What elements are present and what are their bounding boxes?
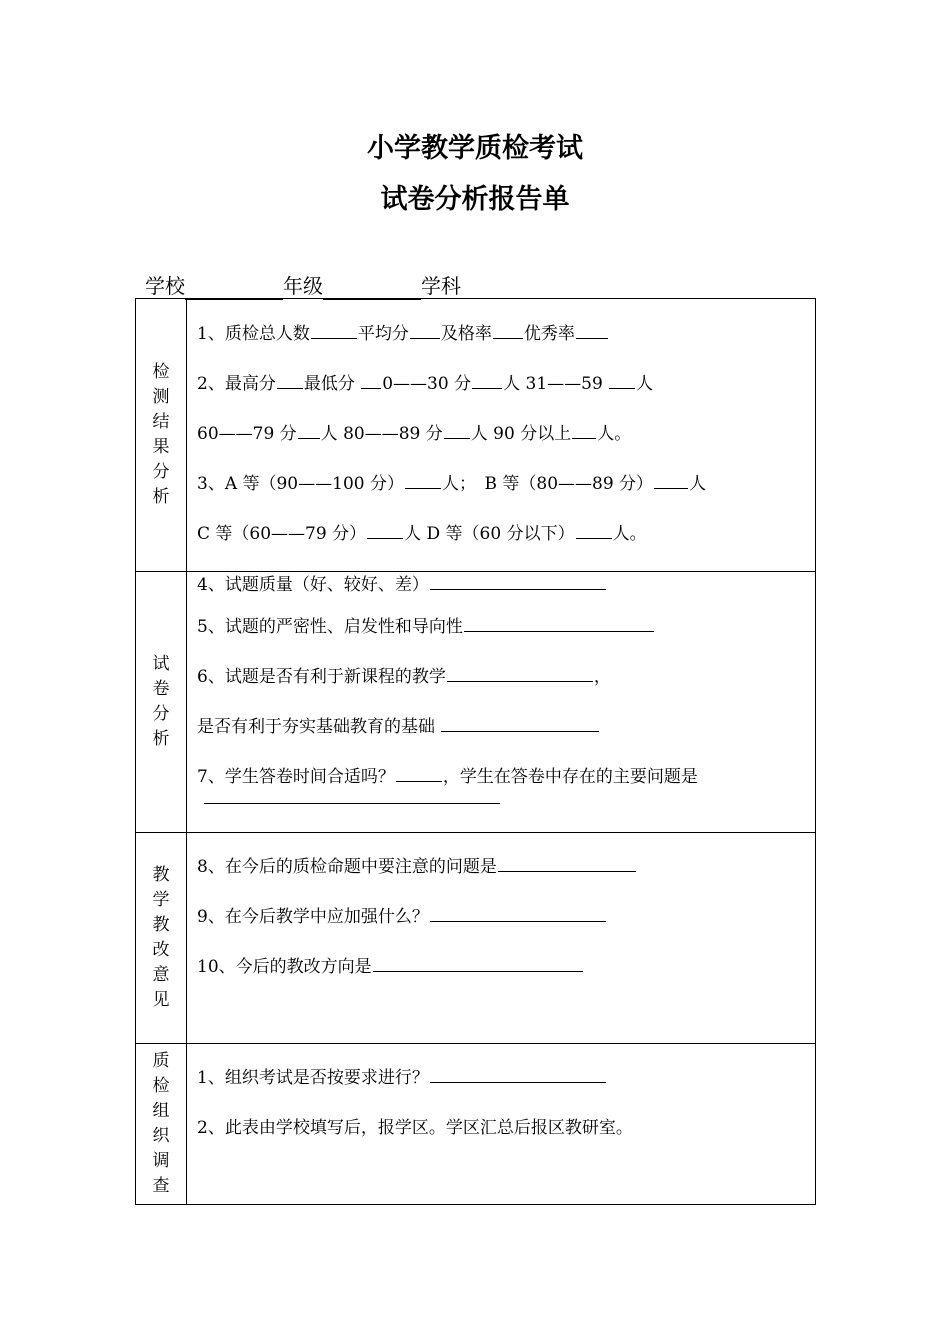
range-90-up-blank[interactable] (572, 437, 596, 439)
section-label-paper: 试卷分析 (136, 572, 187, 833)
q10-line: 10、今后的教改方向是 (197, 942, 815, 992)
answer-time-blank[interactable] (396, 780, 442, 782)
school-label: 学校 (145, 274, 185, 298)
range-31-59-blank[interactable] (609, 387, 635, 389)
new-curriculum-blank[interactable] (447, 680, 593, 682)
max-score-blank[interactable] (277, 387, 303, 389)
excellent-rate-blank[interactable] (576, 337, 608, 339)
strengthen-blank[interactable] (430, 920, 606, 922)
grade-label: 年级 (283, 274, 323, 298)
section-organization-survey (136, 1044, 816, 1205)
org-q2-line: 2、此表由学校填写后，报学区。学区汇总后报区教研室。 (197, 1118, 633, 1138)
section-paper-analysis (136, 572, 816, 833)
org-q1-line: 1、组织考试是否按要求进行？ (197, 1053, 815, 1103)
q3-line: 3、A 等（90——100 分） 人； B 等（80——89 分） 人 (197, 474, 707, 494)
quality-blank[interactable] (430, 588, 606, 590)
grade-d-blank[interactable] (576, 537, 612, 539)
q7-line: 7、学生答卷时间合适吗？ ，学生在答卷中存在的主要问题是 (197, 767, 698, 787)
grade-field[interactable] (323, 277, 421, 300)
section-label-teaching: 教学教改意见 (136, 833, 187, 1044)
header-fields (145, 272, 461, 300)
page-title: 小学教学质检考试 (367, 133, 583, 164)
main-problems-blank[interactable] (204, 802, 500, 804)
exam-compliance-blank[interactable] (430, 1081, 606, 1083)
range-60-79-blank[interactable] (298, 437, 320, 439)
subject-label: 学科 (421, 274, 461, 298)
basic-education-blank[interactable] (441, 730, 599, 732)
q9-line: 9、在今后教学中应加强什么？ (197, 892, 815, 942)
total-count-blank[interactable] (311, 337, 357, 339)
range-0-30-blank[interactable] (472, 387, 502, 389)
section-teaching-advice (136, 833, 816, 1044)
report-table (135, 298, 816, 1205)
q2-line: 2、最高分 最低分 0——30 分 人 31——59 人 (197, 374, 654, 394)
average-blank[interactable] (410, 337, 440, 339)
grade-c-blank[interactable] (367, 537, 403, 539)
school-field[interactable] (185, 277, 283, 300)
section-results (136, 299, 816, 572)
q5-line: 5、试题的严密性、启发性和导向性 (197, 602, 815, 652)
q8-line: 8、在今后的质检命题中要注意的问题是 (197, 842, 815, 892)
rigor-blank[interactable] (464, 630, 654, 632)
grade-b-blank[interactable] (654, 487, 688, 489)
section-label-results: 检测结果分析 (136, 299, 187, 572)
exam-attention-blank[interactable] (498, 870, 636, 872)
min-score-blank[interactable] (361, 387, 381, 389)
section-label-organization: 质检组织调查 (136, 1044, 187, 1205)
grade-a-blank[interactable] (405, 487, 441, 489)
pass-rate-blank[interactable] (493, 337, 523, 339)
q2b-line: 60——79 分 人 80——89 分 人 90 分以上 人。 (197, 424, 632, 444)
q6-line: 6、试题是否有利于新课程的教学 ， (197, 667, 611, 687)
range-80-89-blank[interactable] (444, 437, 470, 439)
q6b-line: 是否有利于夯实基础教育的基础 (197, 702, 815, 752)
q3b-line: C 等（60——79 分） 人 D 等（60 分以下） 人。 (197, 524, 647, 544)
page-subtitle: 试卷分析报告单 (380, 184, 570, 215)
reform-direction-blank[interactable] (373, 970, 583, 972)
q1-line: 1、质检总人数 平均分 及格率 优秀率 (197, 309, 815, 359)
q4-line: 4、试题质量（好、较好、差） (197, 572, 815, 602)
